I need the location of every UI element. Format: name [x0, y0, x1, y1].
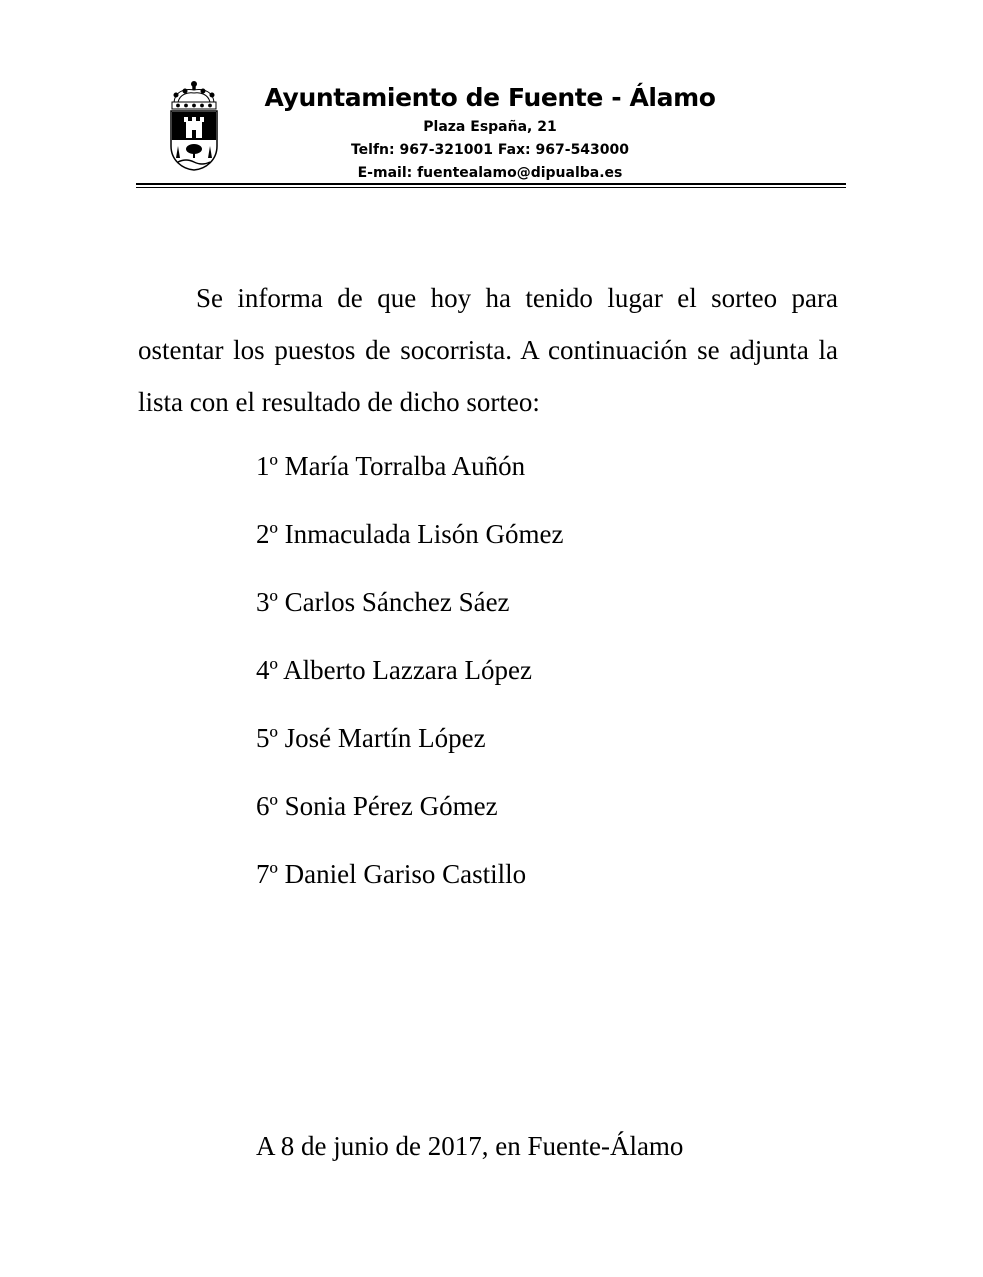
letterhead: [0, 0, 983, 200]
announcement-paragraph: Se informa de que hoy ha tenido lugar el sorteo para ostentar los puestos de socorrista. A continuación se adjunta la lista con el resultado de dicho sorteo:: [138, 283, 838, 417]
list-item: 3º Carlos Sánchez Sáez: [256, 587, 510, 617]
list-item: 2º Inmaculada Lisón Gómez: [256, 519, 564, 549]
coat-of-arms-icon: [166, 80, 222, 172]
results-list: [256, 444, 564, 920]
email: E-mail: fuentealamo@dipualba.es: [357, 165, 623, 181]
letterhead-text: [240, 80, 740, 185]
header-divider: [136, 183, 846, 185]
date-place: A 8 de junio de 2017, en Fuente-Álamo: [256, 1131, 684, 1161]
organization-name: Ayuntamiento de Fuente - Álamo: [264, 83, 716, 112]
address: Plaza España, 21: [423, 119, 557, 135]
header-divider-thin: [136, 187, 846, 188]
list-item: 5º José Martín López: [256, 723, 486, 753]
list-item: 1º María Torralba Auñón: [256, 451, 526, 481]
list-item: 7º Daniel Gariso Castillo: [256, 859, 527, 889]
list-item: 4º Alberto Lazzara López: [256, 655, 532, 685]
phone-fax: Telfn: 967-321001 Fax: 967-543000: [350, 142, 630, 158]
list-item: 6º Sonia Pérez Gómez: [256, 791, 498, 821]
